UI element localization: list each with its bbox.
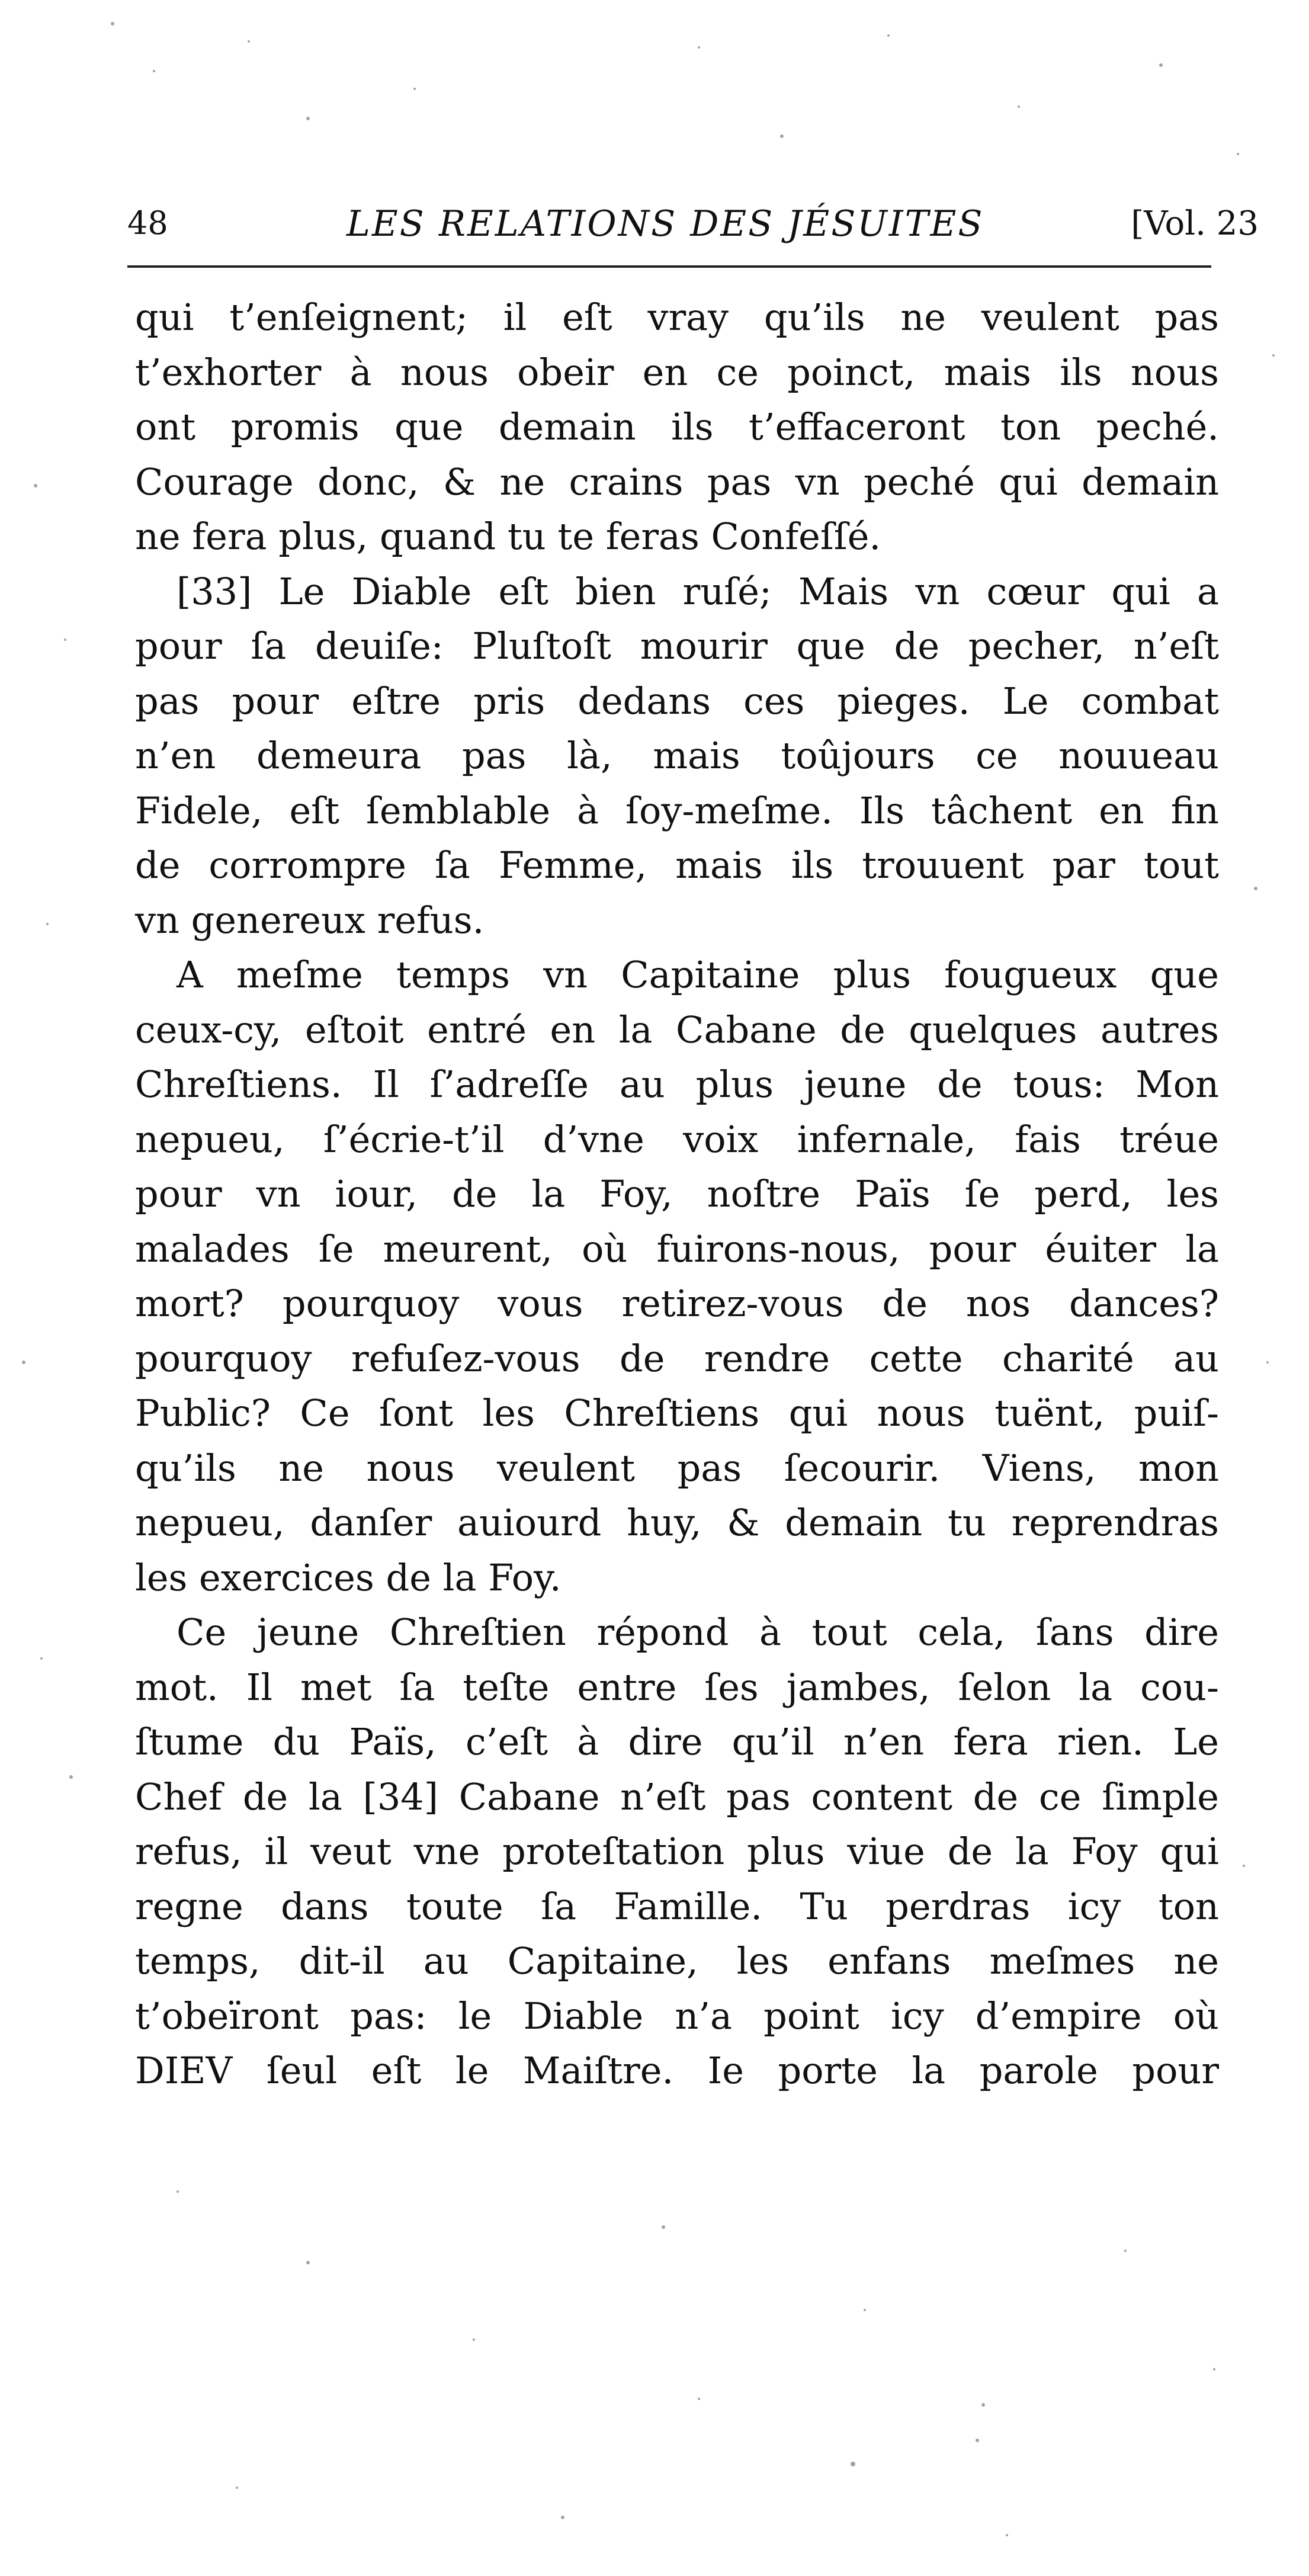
page-number: 48 xyxy=(127,204,168,242)
text-line: [33] Le Diable eſt bien ruſé; Mais vn cœur qui a xyxy=(177,569,1219,613)
text-line: pour ſa deuiſe: Pluſtoſt mourir que de pecher, n’eſt xyxy=(135,624,1219,668)
text-body xyxy=(135,290,1219,2099)
text-line: les exercices de la Foy. xyxy=(135,1555,562,1599)
text-line: nepueu, ſ’écrie-t’il d’vne voix infernale, fais tréue xyxy=(135,1117,1219,1161)
text-line: t’obeïront pas: le Diable n’a point icy d’empire où xyxy=(135,1994,1219,2038)
text-line: mort? pourquoy vous retirez-vous de nos dances? xyxy=(135,1282,1219,1325)
text-line: ne fera plus, quand tu te feras Confeſſé. xyxy=(135,515,881,558)
volume-marker: [Vol. 23 xyxy=(1131,204,1259,243)
text-line: n’en demeura pas là, mais toûjours ce nouueau xyxy=(135,734,1219,777)
text-line: A meſme temps vn Capitaine plus fougueux que xyxy=(177,953,1219,996)
text-line: Public? Ce ſont les Chreſtiens qui nous tuënt, puiſ- xyxy=(135,1391,1219,1435)
text-line: de corrompre ſa Femme, mais ils trouuent par tout xyxy=(135,843,1219,887)
text-line: vn genereux refus. xyxy=(135,898,485,942)
text-line: mot. Il met ſa teſte entre ſes jambes, ſelon la cou- xyxy=(135,1665,1219,1709)
text-line: refus, il veut vne proteſtation plus viue de la Foy qui xyxy=(135,1830,1219,1873)
text-line: qui t’enſeignent; il eſt vray qu’ils ne veulent pas xyxy=(135,296,1219,339)
text-line: regne dans toute ſa Famille. Tu perdras icy ton xyxy=(135,1884,1219,1928)
text-line: ceux-cy, eſtoit entré en la Cabane de quelques autres xyxy=(135,1008,1219,1051)
text-line: malades ſe meurent, où fuirons-nous, pour éuiter la xyxy=(135,1227,1219,1271)
text-line: nepueu, danſer auiourd huy, & demain tu reprendras xyxy=(135,1501,1219,1544)
text-line: pour vn iour, de la Foy, noſtre Païs ſe perd, les xyxy=(135,1172,1219,1215)
running-title: LES RELATIONS DES JÉSUITES xyxy=(346,203,984,245)
text-line: Ce jeune Chreſtien répond à tout cela, ſans dire xyxy=(177,1611,1219,1654)
text-line: Courage donc, & ne crains pas vn peché qui demain xyxy=(135,460,1219,503)
text-line: ont promis que demain ils t’effaceront ton peché. xyxy=(135,405,1219,448)
text-line: pas pour eſtre pris dedans ces pieges. Le combat xyxy=(135,679,1219,723)
text-line: pourquoy refuſez-vous de rendre cette charité au xyxy=(135,1336,1219,1380)
header-rule xyxy=(127,265,1211,268)
running-header xyxy=(127,193,1259,258)
text-line: t’exhorter à nous obeir en ce poinct, mais ils nous xyxy=(135,350,1219,394)
text-line: Fidele, eſt ſemblable à ſoy-meſme. Ils tâchent en fin xyxy=(135,788,1219,832)
text-line: qu’ils ne nous veulent pas ſecourir. Viens, mon xyxy=(135,1446,1219,1490)
text-line: DIEV ſeul eſt le Maiſtre. Ie porte la parole pour xyxy=(135,2049,1219,2092)
text-line: temps, dit-il au Capitaine, les enfans meſmes ne xyxy=(135,1939,1219,1982)
text-line: Chef de la [34] Cabane n’eſt pas content de ce ſimple xyxy=(135,1775,1219,1818)
text-line: ſtume du Païs, c’eſt à dire qu’il n’en fera rien. Le xyxy=(135,1720,1219,1763)
text-line: Chreſtiens. Il ſ’adreſſe au plus jeune de tous: Mon xyxy=(135,1063,1219,1106)
